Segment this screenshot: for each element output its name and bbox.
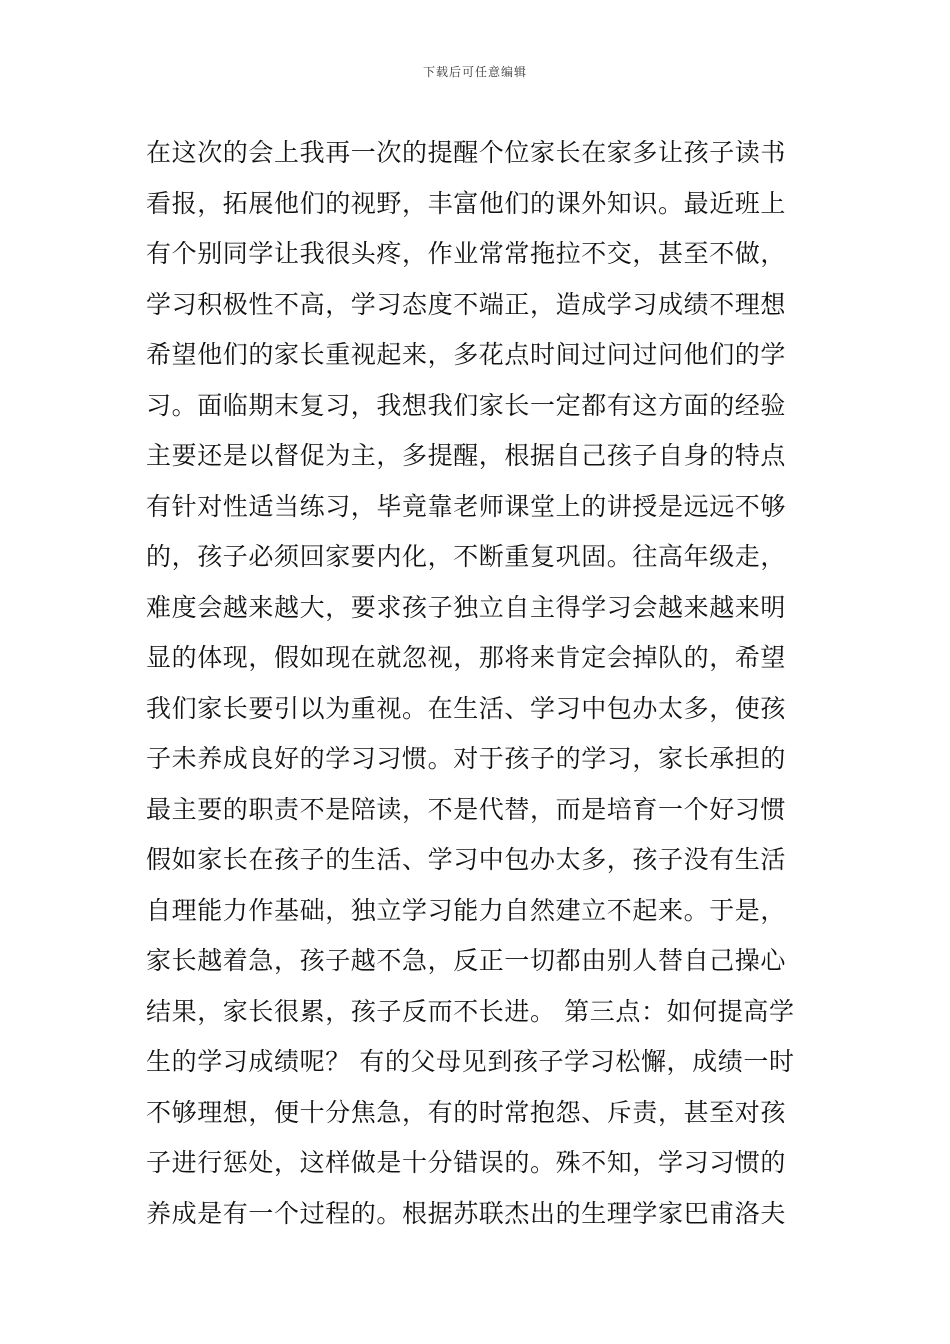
text-line: 结果，家长很累，孩子反而不长进。 第三点：如何提高学	[146, 996, 795, 1026]
text-line: 习。面临期末复习，我想我们家长一定都有这方面的经验	[146, 390, 787, 420]
text-line: 有针对性适当练习，毕竟靠老师课堂上的讲授是远远不够	[146, 491, 787, 521]
text-line: 学习积极性不高，学习态度不端正，造成学习成绩不理想	[146, 289, 787, 319]
text-line: 难度会越来越大，要求孩子独立自主得学习会越来越来明	[146, 592, 787, 622]
text-line: 家长越着急，孩子越不急，反正一切都由别人替自己操心	[146, 946, 787, 975]
text-line: 主要还是以督促为主，多提醒，根据自己孩子自身的特点	[146, 441, 787, 470]
text-line: 的，孩子必须回家要内化，不断重复巩固。往高年级走，	[146, 542, 787, 571]
text-line: 养成是有一个过程的。根据苏联杰出的生理学家巴甫洛夫	[146, 1198, 787, 1228]
text-line: 显的体现，假如现在就忽视，那将来肯定会掉队的，希望	[146, 643, 787, 672]
text-line: 不够理想，便十分焦急，有的时常抱怨、斥责，甚至对孩	[146, 1097, 787, 1127]
text-line: 看报，拓展他们的视野，丰富他们的课外知识。最近班上	[146, 188, 787, 218]
text-line: 自理能力作基础，独立学习能力自然建立不起来。于是，	[146, 895, 787, 925]
text-line: 有个别同学让我很头疼，作业常常拖拉不交，甚至不做，	[146, 239, 787, 268]
text-line: 生的学习成绩呢？ 有的父母见到孩子学习松懈，成绩一时	[146, 1047, 795, 1076]
text-line: 在这次的会上我再一次的提醒个位家长在家多让孩子读书	[146, 138, 787, 167]
text-line: 子未养成良好的学习习惯。对于孩子的学习，家长承担的	[146, 744, 787, 773]
header-note: 下载后可任意编辑	[422, 65, 527, 79]
text-line: 最主要的职责不是陪读，不是代替，而是培育一个好习惯	[146, 794, 787, 824]
text-line: 假如家长在孩子的生活、学习中包办太多，孩子没有生活	[146, 845, 787, 874]
text-line: 我们家长要引以为重视。在生活、学习中包办太多，使孩	[146, 693, 787, 723]
body-text	[146, 128, 816, 1239]
text-line: 子进行惩处，这样做是十分错误的。殊不知，学习习惯的	[146, 1148, 787, 1177]
text-line: 希望他们的家长重视起来，多花点时间过问过问他们的学	[146, 340, 787, 369]
